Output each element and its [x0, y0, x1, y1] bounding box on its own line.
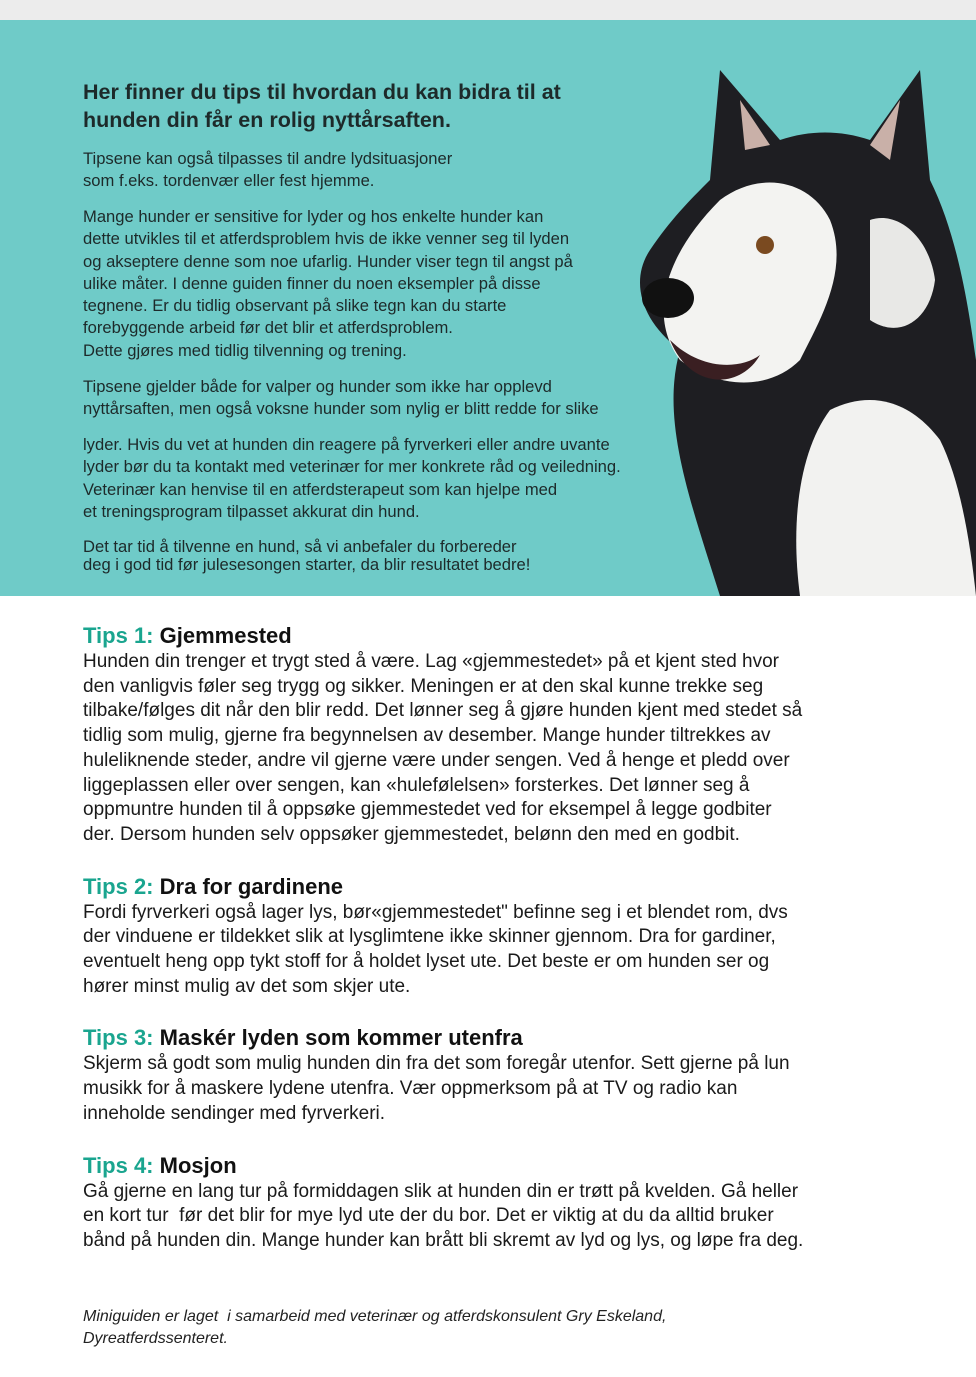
tip-heading — [83, 1152, 943, 1180]
tip-2 — [83, 873, 943, 1000]
tip-title: Gjemmested — [159, 623, 292, 648]
hero-paragraph: lyder. Hvis du vet at hunden din reagere på fyrverkeri eller andre uvante lyder bør du ta kontakt med veterinær for mer konkrete råd og veiledning. Veterinær kan henvise til en atferdsterapeut som kan hjelpe med et treningsprogram tilpasset akkurat din hund. — [83, 435, 621, 521]
tip-title: Mosjon — [159, 1152, 237, 1178]
tip-label: Tips 4: — [83, 1152, 154, 1178]
tip-heading — [83, 873, 943, 901]
tip-title: Dra for gardinene — [159, 873, 344, 899]
tips-list — [83, 622, 943, 1279]
title-line: hunden din får en rolig nyttårsaften. — [83, 108, 451, 132]
hero-paragraph: Tipsene kan også tilpasses til andre lydsituasjoner som f.eks. tordenvær eller fest hjemme. — [83, 149, 453, 191]
tip-4 — [83, 1152, 943, 1254]
top-bar — [0, 0, 976, 20]
tip-heading — [83, 1024, 943, 1052]
hero-section — [0, 20, 976, 596]
tip-label: Tips 3: — [83, 1025, 154, 1051]
tip-body: Skjerm så godt som mulig hunden din fra det som foregår utenfor. Sett gjerne på lun musikk for å maskere lydene utenfra. Vær oppmerksom på at TV og radio kan inneholde sendinger med fyrverkeri. — [83, 1053, 790, 1124]
tip-body: Gå gjerne en lang tur på formiddagen slik at hunden din er trøtt på kvelden. Gå heller en kort tur før det blir for mye lyd ute der du bor. Det er viktig at du da alltid bruker bånd på hunden din. Mange hunder kan brått bli skremt av lyd og lys, og løpe fra deg. — [83, 1180, 804, 1251]
hero-paragraph: Mange hunder er sensitive for lyder og hos enkelte hunder kan dette utvikles til et atferdsproblem hvis de ikke venner seg til lyden og akseptere denne som noe ufarlig. Hunder viser tegn til angst på ulike måter. I denne guiden finner du noen eksempler på disse tegnene. Er du tidlig observant på slike tegn kan du starte forebyggende arbeid før det blir et atferdsproblem. Dette gjøres med tidlig tilvenning og trening. — [83, 207, 573, 360]
title-line: Her finner du tips til hvordan du kan bidra til at — [83, 80, 561, 104]
footer-credit: Miniguiden er laget i samarbeid med veterinær og atferdskonsulent Gry Eskeland, Dyreatferdssenteret. — [83, 1308, 667, 1347]
hero-paragraph: Tipsene gjelder både for valper og hunder som ikke har opplevd nyttårsaften, men også voksne hunder som nylig er blitt redde for slike — [83, 377, 599, 419]
tip-label: Tips 1: — [83, 623, 154, 648]
tip-label: Tips 2: — [83, 873, 154, 899]
tip-title: Maskér lyden som kommer utenfra — [159, 1025, 523, 1051]
tip-1 — [83, 622, 943, 848]
tip-body: Fordi fyrverkeri også lager lys, bør«gjemmestedet" befinne seg i et blendet rom, dvs der vinduene er tildekket slik at lysglimtene ikke skinner gjennom. Dra for gardiner, eventuelt heng opp tykt stoff for å holdet lyset ute. Det beste er om hunden ser og hører minst mulig av det som skjer ute. — [83, 901, 788, 997]
husky-dog-image — [570, 20, 976, 596]
hero-paragraph: Det tar tid å tilvenne en hund, så vi anbefaler du forbereder deg i god tid før julesesongen starter, da blir resultatet bedre! — [83, 537, 531, 574]
tip-heading — [83, 622, 943, 650]
hero-title — [83, 78, 561, 134]
tip-3 — [83, 1024, 943, 1126]
tip-body: Hunden din trenger et trygt sted å være. Lag «gjemmestedet» på et kjent sted hvor den vanligvis føler seg trygg og sikker. Meningen er at den skal kunne trekke seg tilbake/følges dit når den blir redd. Det lønner seg å gjøre hunden kjent med stedet så tidlig som mulig, gjerne fra begynnelsen av desember. Mange hunder tiltrekkes av huleliknende steder, andre vil gjerne være under sengen. Ved å henge et pledd over liggeplassen eller over sengen, kan «hulefølelsen» forsterkes. Det lønner seg å oppmuntre hunden til å oppsøke gjemmestedet ved for eksempel å legge godbiter der. Dersom hunden selv oppsøker gjemmestedet, belønn den med en godbit. — [83, 651, 803, 845]
